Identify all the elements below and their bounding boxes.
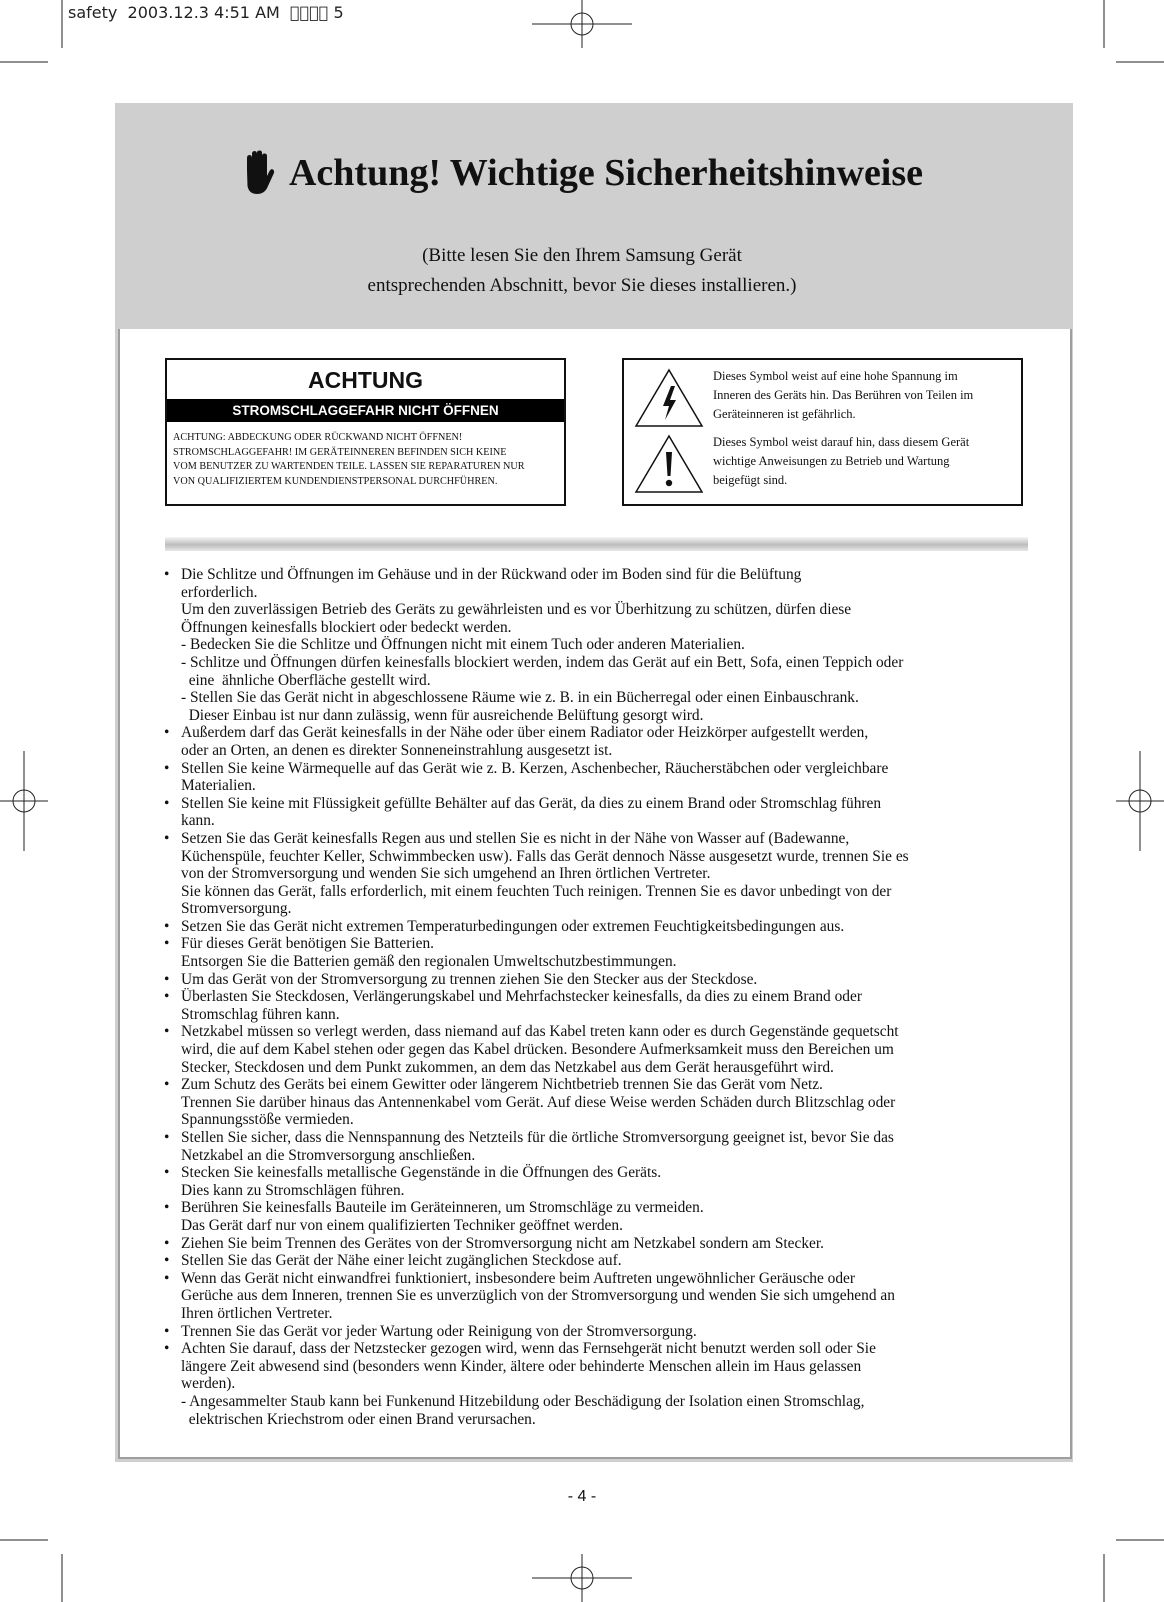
instruction-line: Wenn das Gerät nicht einwandfrei funktioniert, insbesondere beim Auftreten ungewöhnlicher Geräusche oder [181,1269,856,1287]
bullet: • [164,1199,170,1217]
stop-hand-icon [241,150,275,196]
bullet: • [164,794,170,812]
instruction-line: Stecken Sie keinesfalls metallische Gegenstände in die Öffnungen des Geräts. [181,1164,662,1182]
instruction-line: eine ähnliche Oberfläche gestellt wird. [181,671,431,689]
print-slug: safety 2003.12.3 4:51 AM      5 [68,3,344,22]
instruction-line: Sie können das Gerät, falls erforderlich, mit einem feuchten Tuch reinigen. Trennen Sie es davor unbedingt von der [181,882,892,900]
instruction-line: oder an Orten, an denen es direkter Sonneneinstrahlung ausgesetzt ist. [181,741,613,759]
instruction-item [160,1129,1030,1164]
instruction-item [160,795,1030,830]
instruction-line: Stellen Sie sicher, dass die Nennspannung des Netzteils für die örtliche Stromversorgung geeignet ist, bevor Sie das [181,1129,894,1146]
instruction-line: - Bedecken Sie die Schlitze und Öffnungen nicht mit einem Tuch oder anderen Materialien. [181,636,745,654]
voltage-symbol-text [713,367,1018,424]
instruction-line: Netzkabel müssen so verlegt werden, dass niemand auf das Kabel treten kann oder es durch Gegenstände gequetscht [181,1023,899,1041]
instruction-item [160,988,1030,1023]
instruction-item [160,566,1030,724]
exclamation-warning-icon [634,434,704,494]
symbol-legend [622,358,1023,506]
instruction-line: Ziehen Sie beim Trennen des Gerätes von der Stromversorgung nicht am Netzkabel sondern am Stecker. [181,1234,824,1252]
instruction-item [160,918,1030,936]
bullet: • [164,1023,170,1041]
instruction-line: - Schlitze und Öffnungen dürfen keinesfalls blockiert werden, indem das Gerät auf ein Bett, Sofa, einen Teppich oder [181,653,904,671]
instruction-line: Küchenspüle, feuchter Keller, Schwimmbecken usw). Falls das Gerät dennoch Nässe ausgesetzt wurde, trennen Sie es [181,847,909,865]
bullet: • [164,970,170,988]
instruction-line: Spannungsstöße vermieden. [181,1111,354,1129]
instruction-line: Setzen Sie das Gerät keinesfalls Regen aus und stellen Sie es nicht in der Nähe von Wasser auf (Badewanne, [181,829,850,847]
instruction-line: Netzkabel an die Stromversorgung anschließen. [181,1146,476,1164]
instruction-line: Stellen Sie keine Wärmequelle auf das Gerät wie z. B. Kerzen, Aschenbecher, Räucherstäbchen oder vergleichbare [181,759,889,777]
instruction-line: Gerüche aus dem Inneren, trennen Sie es unverzüglich von der Stromversorgung und wenden Sie sich umgehend an [181,1287,895,1305]
bullet: • [164,759,170,777]
instruction-line: Trennen Sie darüber hinaus das Antennenkabel vom Gerät. Auf diese Weise werden Schäden durch Blitzschlag oder [181,1093,896,1111]
bullet: • [164,935,170,953]
attention-line: Dieses Symbol weist darauf hin, dass diesem Gerät [713,435,970,449]
instruction-line: Achten Sie darauf, dass der Netzstecker gezogen wird, wenn das Fernsehgerät nicht benutzt werden soll oder Sie [181,1340,876,1358]
caution-bar: STROMSCHLAGGEFAHR NICHT ÖFFNEN [167,399,564,422]
instruction-item [160,1164,1030,1199]
bullet: • [164,917,170,935]
lightning-warning-icon [634,368,704,428]
attention-line: beigefügt sind. [713,473,788,487]
instruction-line: Dieser Einbau ist nur dann zulässig, wenn für ausreichende Belüftung gesorgt wird. [181,706,704,724]
instruction-line: Um das Gerät von der Stromversorgung zu trennen ziehen Sie den Stecker aus der Steckdose. [181,970,758,988]
instruction-line: elektrischen Kriechstrom oder einen Brand verursachen. [181,1410,536,1428]
instruction-item [160,1199,1030,1234]
caution-line: STROMSCHLAGGEFAHR! IM GERÄTEINNEREN BEFINDEN SICH KEINE [173,446,507,458]
instruction-line: Außerdem darf das Gerät keinesfalls in der Nähe oder über einem Radiator oder Heizkörper aufgestellt werden, [181,724,869,742]
subtitle-line-1: (Bitte lesen Sie den Ihrem Samsung Gerät [422,245,742,266]
instruction-line: erforderlich. [181,583,258,601]
instruction-line: Entsorgen Sie die Batterien gemäß den regionalen Umweltschutzbestimmungen. [181,953,677,971]
instruction-line: Trennen Sie das Gerät vor jeder Wartung oder Reinigung von der Stromversorgung. [181,1322,697,1340]
instruction-line: werden). [181,1375,236,1393]
caution-text [167,422,564,489]
instruction-item [160,1235,1030,1253]
instruction-line: Dies kann zu Stromschlägen führen. [181,1181,405,1199]
instruction-line: Für dieses Gerät benötigen Sie Batterien. [181,935,435,953]
instruction-item [160,935,1030,970]
instruction-line: Stellen Sie das Gerät der Nähe einer leicht zugänglichen Steckdose auf. [181,1252,622,1270]
instruction-line: Setzen Sie das Gerät nicht extremen Temperaturbedingungen oder extremen Feuchtigkeitsbedingungen aus. [181,917,845,935]
instruction-line: Um den zuverlässigen Betrieb des Geräts zu gewährleisten und es vor Überhitzung zu schützen, dürfen diese [181,601,852,619]
page-title: Achtung! Wichtige Sicherheitshinweise [288,152,924,194]
instruction-line: Überlasten Sie Steckdosen, Verlängerungskabel und Mehrfachstecker keinesfalls, da dies zu einem Brand oder [181,988,862,1006]
voltage-line: Dieses Symbol weist auf eine hohe Spannung im [713,369,958,383]
instruction-line: - Stellen Sie das Gerät nicht in abgeschlossene Räume wie z. B. in ein Bücherregal oder einen Einbauschrank. [181,689,859,707]
instruction-line: Stromversorgung. [181,900,292,918]
bullet: • [164,1129,170,1146]
bullet: • [164,1322,170,1340]
instruction-item [160,760,1030,795]
bullet: • [164,1252,170,1270]
instruction-item [160,1076,1030,1129]
page-header [0,150,1164,196]
bullet: • [164,724,170,742]
attention-symbol-text [713,433,1018,490]
caution-line: ACHTUNG: ABDECKUNG ODER RÜCKWAND NICHT ÖFFNEN! [173,432,463,443]
instruction-item [160,830,1030,918]
voltage-line: Geräteinneren ist gefährlich. [713,407,856,421]
instruction-line: kann. [181,812,215,830]
bullet: • [164,1340,170,1358]
instruction-item [160,1252,1030,1270]
instruction-line: Die Schlitze und Öffnungen im Gehäuse und in der Rückwand oder im Boden sind für die Belüftung [181,566,802,583]
instruction-line: Berühren Sie keinesfalls Bauteile im Geräteinneren, um Stromschläge zu vermeiden. [181,1199,704,1217]
instruction-line: Das Gerät darf nur von einem qualifizierten Techniker geöffnet werden. [181,1216,623,1234]
bullet: • [164,1269,170,1287]
caution-line: VON QUALIFIZIERTEM KUNDENDIENSTPERSONAL DURCHFÜHREN. [173,475,498,487]
bullet: • [164,829,170,847]
instruction-line: von der Stromversorgung und wenden Sie sich umgehend an Ihren örtlichen Vertreter. [181,865,711,883]
instruction-line: längere Zeit abwesend sind (besonders wenn Kinder, ältere oder behinderte Menschen allein im Haus gelassen [181,1357,862,1375]
caution-line: VOM BENUTZER ZU WARTENDEN TEILE. LASSEN SIE REPARATUREN NUR [173,461,525,472]
instruction-line: wird, die auf dem Kabel stehen oder gegen das Kabel drücken. Besondere Aufmerksamkeit muss den Bereichen um [181,1041,894,1059]
page-number: - 4 - [567,1488,597,1505]
section-divider [165,537,1028,551]
bullet: • [164,566,170,583]
instruction-line: Stromschlag führen kann. [181,1005,340,1023]
instruction-item [160,1023,1030,1076]
subtitle-line-2: entsprechenden Abschnitt, bevor Sie dieses installieren.) [367,275,797,296]
instruction-item [160,1340,1030,1428]
bullet: • [164,1076,170,1094]
instruction-line: Zum Schutz des Geräts bei einem Gewitter oder längerem Nichtbetrieb trennen Sie das Gerät vom Netz. [181,1076,823,1094]
instruction-line: Stellen Sie keine mit Flüssigkeit gefüllte Behälter auf das Gerät, da dies zu einem Brand oder Stromschlag führen [181,794,882,812]
attention-line: wichtige Anweisungen zu Betrieb und Wartung [713,454,950,468]
caution-title: ACHTUNG [308,367,423,393]
instruction-item [160,1270,1030,1323]
instruction-line: Stecker, Steckdosen und dem Punkt zukommen, an dem das Netzkabel aus dem Gerät herausgeführt wird. [181,1058,834,1076]
instruction-line: Öffnungen keinesfalls blockiert oder bedeckt werden. [181,618,512,636]
bullet: • [164,988,170,1006]
caution-label [165,358,566,506]
instruction-line: Ihren örtlichen Vertreter. [181,1304,333,1322]
instruction-item [160,1323,1030,1341]
bullet: • [164,1234,170,1252]
instruction-line: Materialien. [181,777,256,795]
instruction-item [160,971,1030,989]
instruction-line: - Angesammelter Staub kann bei Funkenund Hitzebildung oder Beschädigung der Isolation einen Stromschlag, [181,1392,865,1410]
voltage-line: Inneren des Geräts hin. Das Berühren von Teilen im [713,388,974,402]
safety-instructions [160,566,1030,1428]
instruction-item [160,724,1030,759]
bullet: • [164,1164,170,1182]
